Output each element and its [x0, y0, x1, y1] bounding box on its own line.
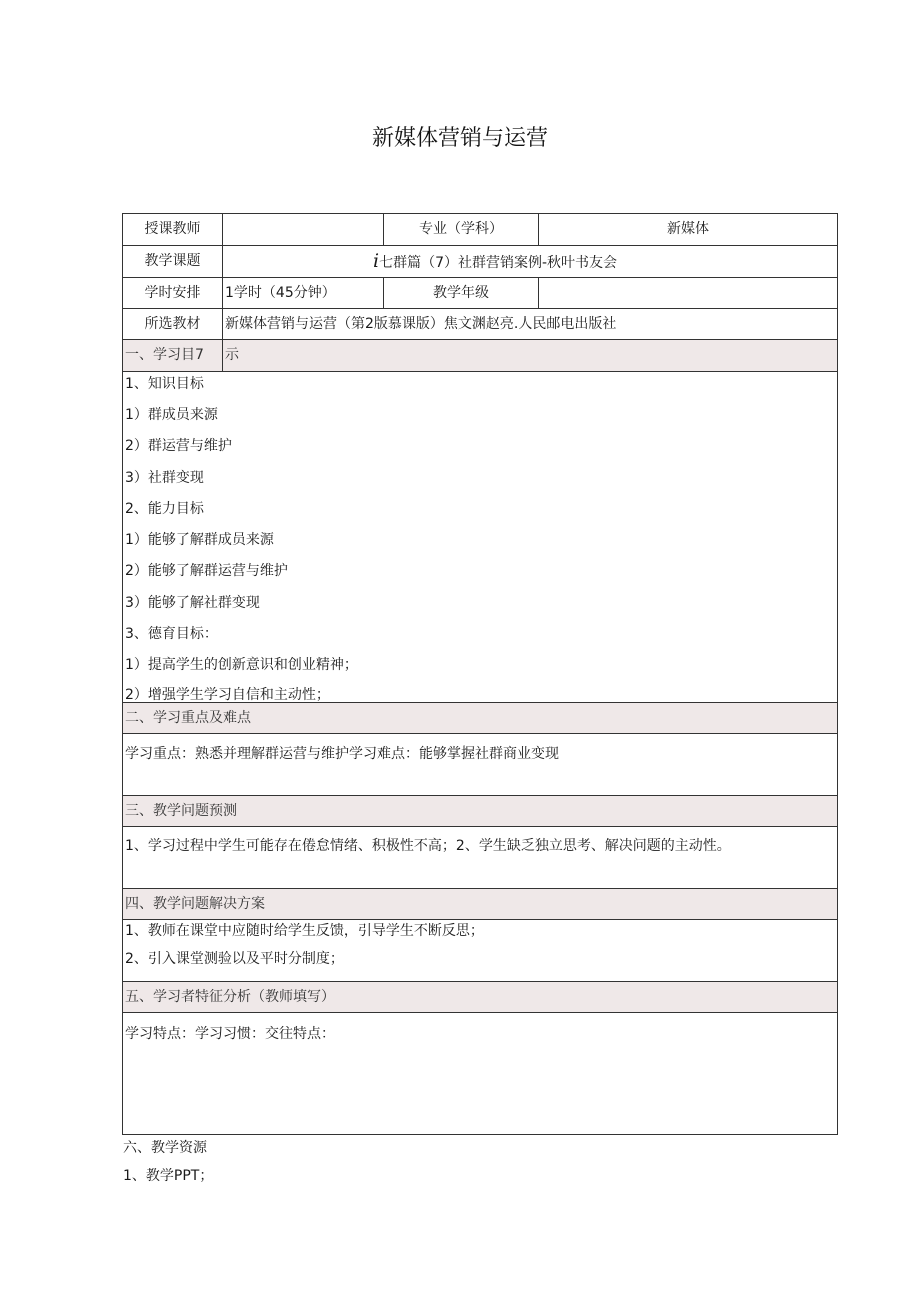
objective-line: 2）群运营与维护 [125, 438, 232, 454]
section-problems-heading [123, 796, 837, 827]
solutions-heading-text: 四、教学问题解决方案 [125, 896, 265, 912]
section-problems-content [123, 827, 837, 889]
objective-line: 1、知识目标 [125, 376, 204, 392]
row-topic [123, 246, 837, 278]
row-textbook [123, 309, 837, 340]
learners-heading-text: 五、学习者特征分析（教师填写） [125, 989, 335, 1005]
textbook-label: 所选教材 [144, 316, 201, 332]
teacher-label: 授课教师 [144, 221, 201, 237]
problems-heading-text: 三、教学问题预测 [125, 803, 237, 819]
section-solutions-heading [123, 889, 837, 920]
objective-line: 2）能够了解群运营与维护 [125, 563, 288, 579]
topic-cell [222, 246, 837, 277]
section-keypoints-content [123, 734, 837, 796]
objective-line: 1）提高学生的创新意识和创业精神； [125, 657, 358, 673]
objectives-heading-text: 一、学习目7 [125, 347, 204, 363]
objective-line: 1）能够了解群成员来源 [125, 532, 274, 548]
objective-line: 3）社群变现 [125, 470, 204, 486]
section-objectives-content [123, 372, 837, 703]
problems-text: 1、学习过程中学生可能存在倦怠情绪、积极性不高；2、学生缺乏独立思考、解决问题的主动性。 [125, 838, 731, 854]
topic-mark: i [373, 250, 380, 272]
objective-line: 3、德育目标： [125, 626, 218, 642]
grade-value [538, 278, 837, 308]
resources-heading: 六、教学资源 [123, 1140, 207, 1156]
section-learners-content [123, 1013, 837, 1134]
keypoints-heading-text: 二、学习重点及难点 [125, 710, 251, 726]
objective-line: 2）增强学生学习自信和主动性； [125, 687, 330, 703]
grade-label: 教学年级 [383, 278, 538, 308]
learners-text: 学习特点：学习习惯：交往特点： [125, 1026, 335, 1042]
topic-label: 教学课题 [144, 253, 201, 269]
teacher-value [222, 214, 383, 245]
textbook-value: 新媒体营销与运营（第2版慕课版）焦文渊赵亮.人民邮电出版社 [222, 309, 837, 339]
major-value: 新媒体 [538, 214, 837, 245]
major-label: 专业（学科） [383, 214, 538, 245]
row-hours-grade [123, 278, 837, 309]
objective-line: 1）群成员来源 [125, 407, 218, 423]
resources-item: 1、教学PPT； [123, 1168, 214, 1184]
hours-label: 学时安排 [144, 285, 201, 301]
section-keypoints-heading [123, 703, 837, 734]
objective-line: 3）能够了解社群变现 [125, 595, 260, 611]
row-teacher-major [123, 214, 837, 246]
objectives-heading-tail: 示 [222, 340, 239, 371]
lesson-plan-table [122, 213, 838, 1135]
hours-value: 1学时（45分钟） [222, 278, 383, 308]
keypoints-text: 学习重点：熟悉并理解群运营与维护学习难点：能够掌握社群商业变现 [125, 746, 559, 762]
objective-line: 2、能力目标 [125, 501, 204, 517]
solution-line: 2、引入课堂测验以及平时分制度； [125, 951, 344, 967]
document-title: 新媒体营销与运营 [371, 126, 548, 151]
section-objectives-heading [123, 340, 837, 372]
topic-value: 七群篇（7）社群营销案例-秋叶书友会 [379, 255, 618, 271]
solution-line: 1、教师在课堂中应随时给学生反馈，引导学生不断反思； [125, 923, 484, 939]
section-solutions-content [123, 920, 837, 982]
section-learners-heading [123, 982, 837, 1013]
